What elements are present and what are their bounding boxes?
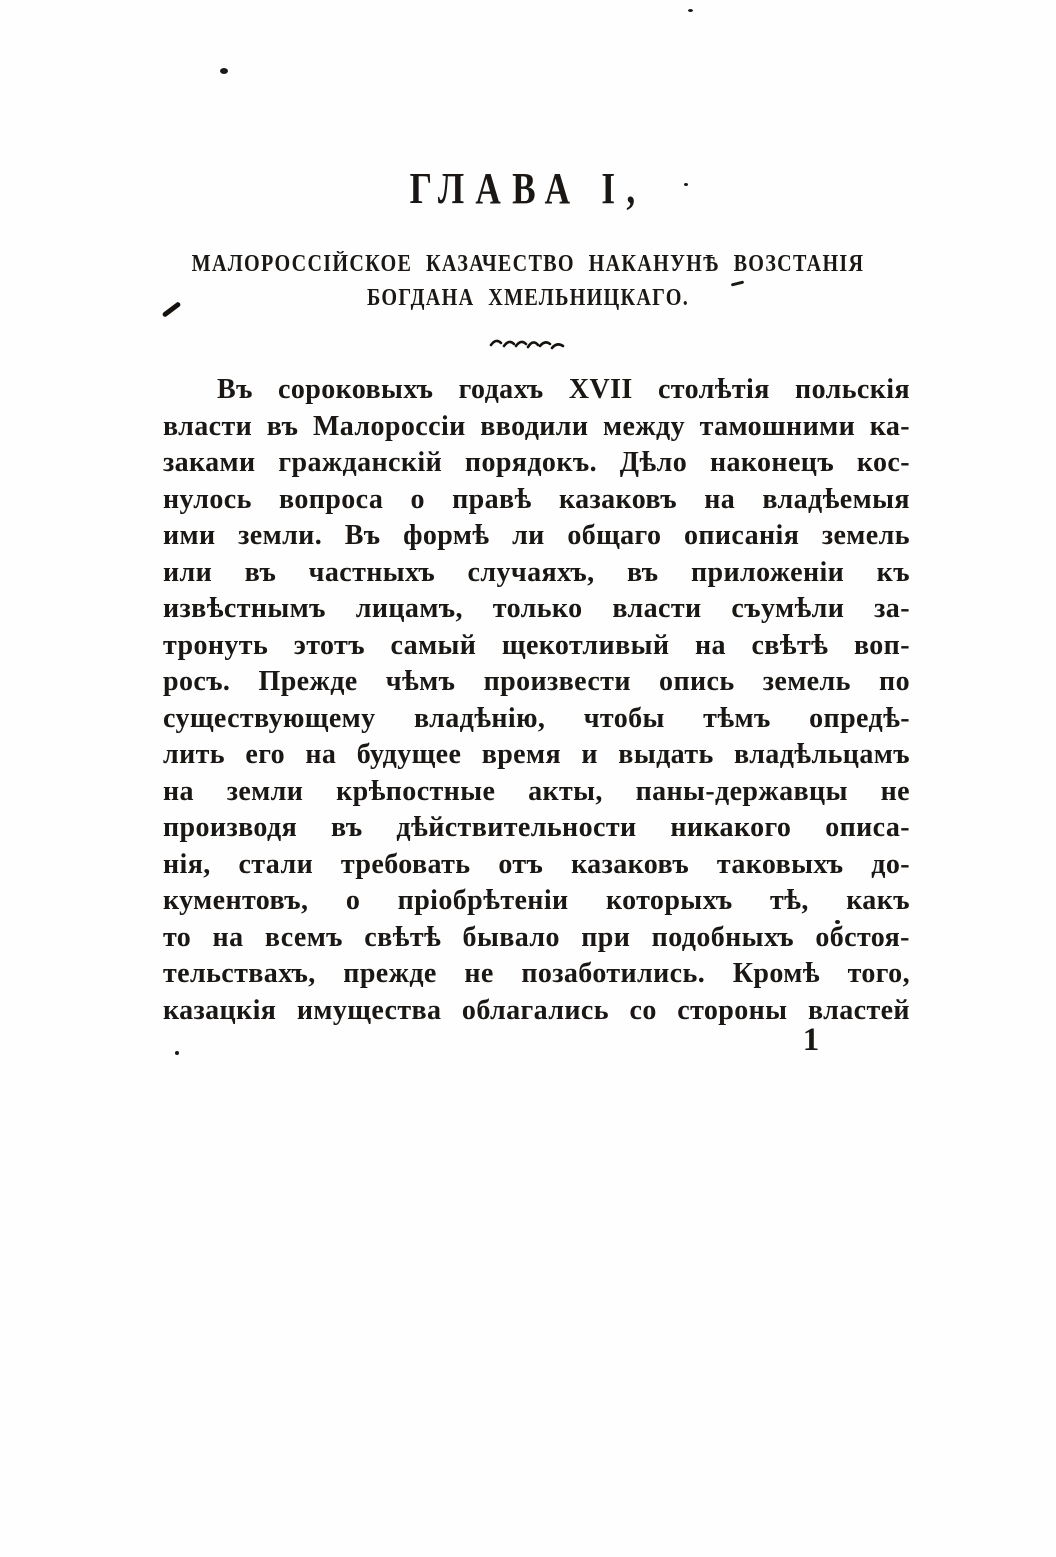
word: владѣльцамъ — [734, 739, 910, 770]
word: Дѣло — [619, 447, 688, 478]
word: тамошними — [699, 410, 856, 442]
word: пріобрѣтеніи — [397, 885, 569, 916]
word: опись — [659, 666, 735, 697]
word: ка- — [869, 410, 910, 442]
text-line — [163, 666, 910, 703]
word: не — [880, 775, 910, 807]
word: при — [581, 921, 631, 953]
word: лить — [163, 739, 226, 770]
word: о — [345, 885, 361, 916]
word: свѣтѣ — [751, 629, 829, 661]
word: власти — [163, 410, 253, 442]
word: владѣемыя — [762, 483, 910, 515]
word: ими — [163, 520, 216, 551]
squiggle-ornament-icon — [488, 336, 568, 357]
word: тронуть — [163, 629, 269, 661]
word: росъ. — [163, 666, 231, 697]
word: не — [464, 958, 494, 989]
word: казацкія — [163, 994, 277, 1026]
word: какъ — [846, 885, 910, 916]
word: чѣмъ — [385, 666, 456, 697]
word: стали — [238, 848, 314, 880]
word: сороковыхъ — [278, 374, 434, 405]
word: случаяхъ, — [467, 556, 595, 588]
word: на — [163, 775, 194, 807]
word: опредѣ- — [809, 702, 910, 734]
ink-speck — [220, 68, 228, 74]
word: ли — [512, 520, 545, 551]
word: XVII — [568, 374, 633, 405]
word: между — [603, 410, 686, 442]
word: на — [704, 483, 736, 515]
text-line — [163, 557, 910, 594]
word: тѣ, — [770, 885, 809, 916]
word: власти — [612, 593, 702, 624]
word: подобныхъ — [651, 921, 794, 953]
text-line — [163, 484, 910, 521]
word: позаботились. — [521, 958, 706, 989]
word: описанія — [683, 520, 800, 551]
word: за- — [874, 593, 910, 624]
word: дѣйствительности — [396, 812, 637, 843]
word: земель — [762, 666, 851, 697]
word: паны-державцы — [635, 775, 848, 807]
word: въ — [266, 410, 299, 442]
word: всемъ — [264, 921, 343, 953]
page-number: 1 — [802, 1022, 820, 1058]
word: облагались — [461, 994, 609, 1026]
text-line — [163, 739, 910, 776]
word: только — [492, 593, 583, 624]
word: и — [581, 739, 598, 770]
word: извѣстнымъ — [163, 593, 326, 624]
word: казаковъ — [558, 483, 677, 515]
word: акты, — [528, 775, 603, 807]
chapter-subtitle — [0, 247, 1056, 315]
text-line — [163, 922, 910, 959]
word: или — [163, 556, 213, 588]
word: наконецъ — [709, 447, 835, 478]
word: этотъ — [293, 629, 365, 661]
word: съумѣли — [731, 593, 845, 624]
word: нія, — [163, 848, 211, 880]
word: Въ — [344, 520, 381, 551]
word: щекотливый — [501, 629, 670, 661]
word: выдать — [618, 739, 714, 770]
word: кументовъ, — [163, 885, 309, 916]
word: то — [163, 921, 192, 953]
word: гражданскій — [278, 447, 443, 478]
word: прежде — [343, 958, 437, 989]
word: земли — [226, 775, 304, 807]
word: существующему — [163, 702, 376, 734]
word: казаковъ — [571, 848, 690, 880]
word: по — [879, 666, 910, 697]
word: годахъ — [458, 374, 544, 405]
ink-speck — [688, 9, 693, 12]
word: формѣ — [403, 520, 490, 551]
word: Прежде — [258, 666, 358, 697]
word: производя — [163, 812, 298, 843]
text-line — [163, 593, 910, 630]
word: время — [481, 739, 562, 770]
word: чтобы — [583, 702, 665, 734]
word: нулось — [163, 483, 252, 515]
word: столѣтія — [657, 374, 770, 405]
word: въ — [331, 812, 363, 843]
word: крѣпостные — [336, 775, 496, 807]
word: приложеніи — [690, 556, 845, 588]
word: описа- — [825, 812, 910, 843]
word: кос- — [856, 447, 910, 478]
word: общаго — [567, 520, 662, 551]
word: на — [694, 629, 726, 661]
word: самый — [390, 629, 477, 661]
word: будущее — [356, 739, 462, 770]
word: таковыхъ — [716, 848, 844, 880]
word: со — [629, 994, 657, 1026]
word: до- — [871, 848, 910, 880]
word: въ — [244, 556, 277, 588]
word: заками — [163, 447, 256, 478]
word: порядокъ. — [464, 447, 597, 478]
word: произвести — [483, 666, 631, 697]
word: того, — [847, 958, 910, 989]
word: лицамъ, — [355, 593, 463, 624]
text-line — [163, 374, 910, 411]
word: его — [245, 739, 286, 770]
text-line — [163, 703, 910, 740]
chapter-subtitle-line-2: БОГДАНА ХМЕЛЬНИЦКАГО. — [366, 285, 690, 311]
word: стороны — [677, 994, 788, 1026]
word: вводили — [480, 410, 589, 442]
word: Кромѣ — [732, 958, 820, 989]
word: частныхъ — [308, 556, 436, 588]
text-line — [163, 849, 910, 886]
word: которыхъ — [605, 885, 733, 916]
word: земли. — [238, 520, 323, 551]
word: правѣ — [452, 483, 532, 515]
word: на — [305, 739, 337, 770]
ink-speck — [175, 1051, 179, 1055]
word: Малороссіи — [312, 410, 466, 442]
word: воп- — [853, 629, 910, 661]
word: свѣтѣ — [364, 921, 442, 953]
word: о — [410, 483, 425, 515]
word: никакого — [670, 812, 792, 843]
word: земель — [821, 520, 910, 551]
text-line — [163, 630, 910, 667]
word: Въ — [217, 374, 253, 405]
text-line — [163, 885, 910, 922]
word: польскія — [795, 374, 910, 405]
text-line — [163, 447, 910, 484]
word: отъ — [498, 848, 544, 880]
word: вопроса — [279, 483, 384, 515]
word: имущества — [296, 994, 442, 1026]
word: требовать — [340, 848, 471, 880]
word: бывало — [462, 921, 560, 953]
word: тельствахъ, — [163, 958, 316, 989]
text-line — [163, 958, 910, 995]
word: тѣмъ — [703, 702, 771, 734]
chapter-title: ГЛАВА I, — [409, 164, 647, 213]
text-line — [163, 776, 910, 813]
word: властей — [807, 994, 910, 1026]
word: обстоя- — [815, 921, 910, 953]
chapter-subtitle-line-1: МАЛОРОССІЙСКОЕ КАЗАЧЕСТВО НАКАНУНѢ ВОЗСТАНІЯ — [191, 251, 865, 277]
word: владѣнію, — [413, 702, 546, 734]
word: въ — [626, 556, 659, 588]
word: къ — [876, 556, 910, 588]
word: на — [212, 921, 244, 953]
text-line — [163, 520, 910, 557]
text-line — [163, 411, 910, 448]
text-line — [163, 812, 910, 849]
body-text — [163, 374, 910, 1031]
